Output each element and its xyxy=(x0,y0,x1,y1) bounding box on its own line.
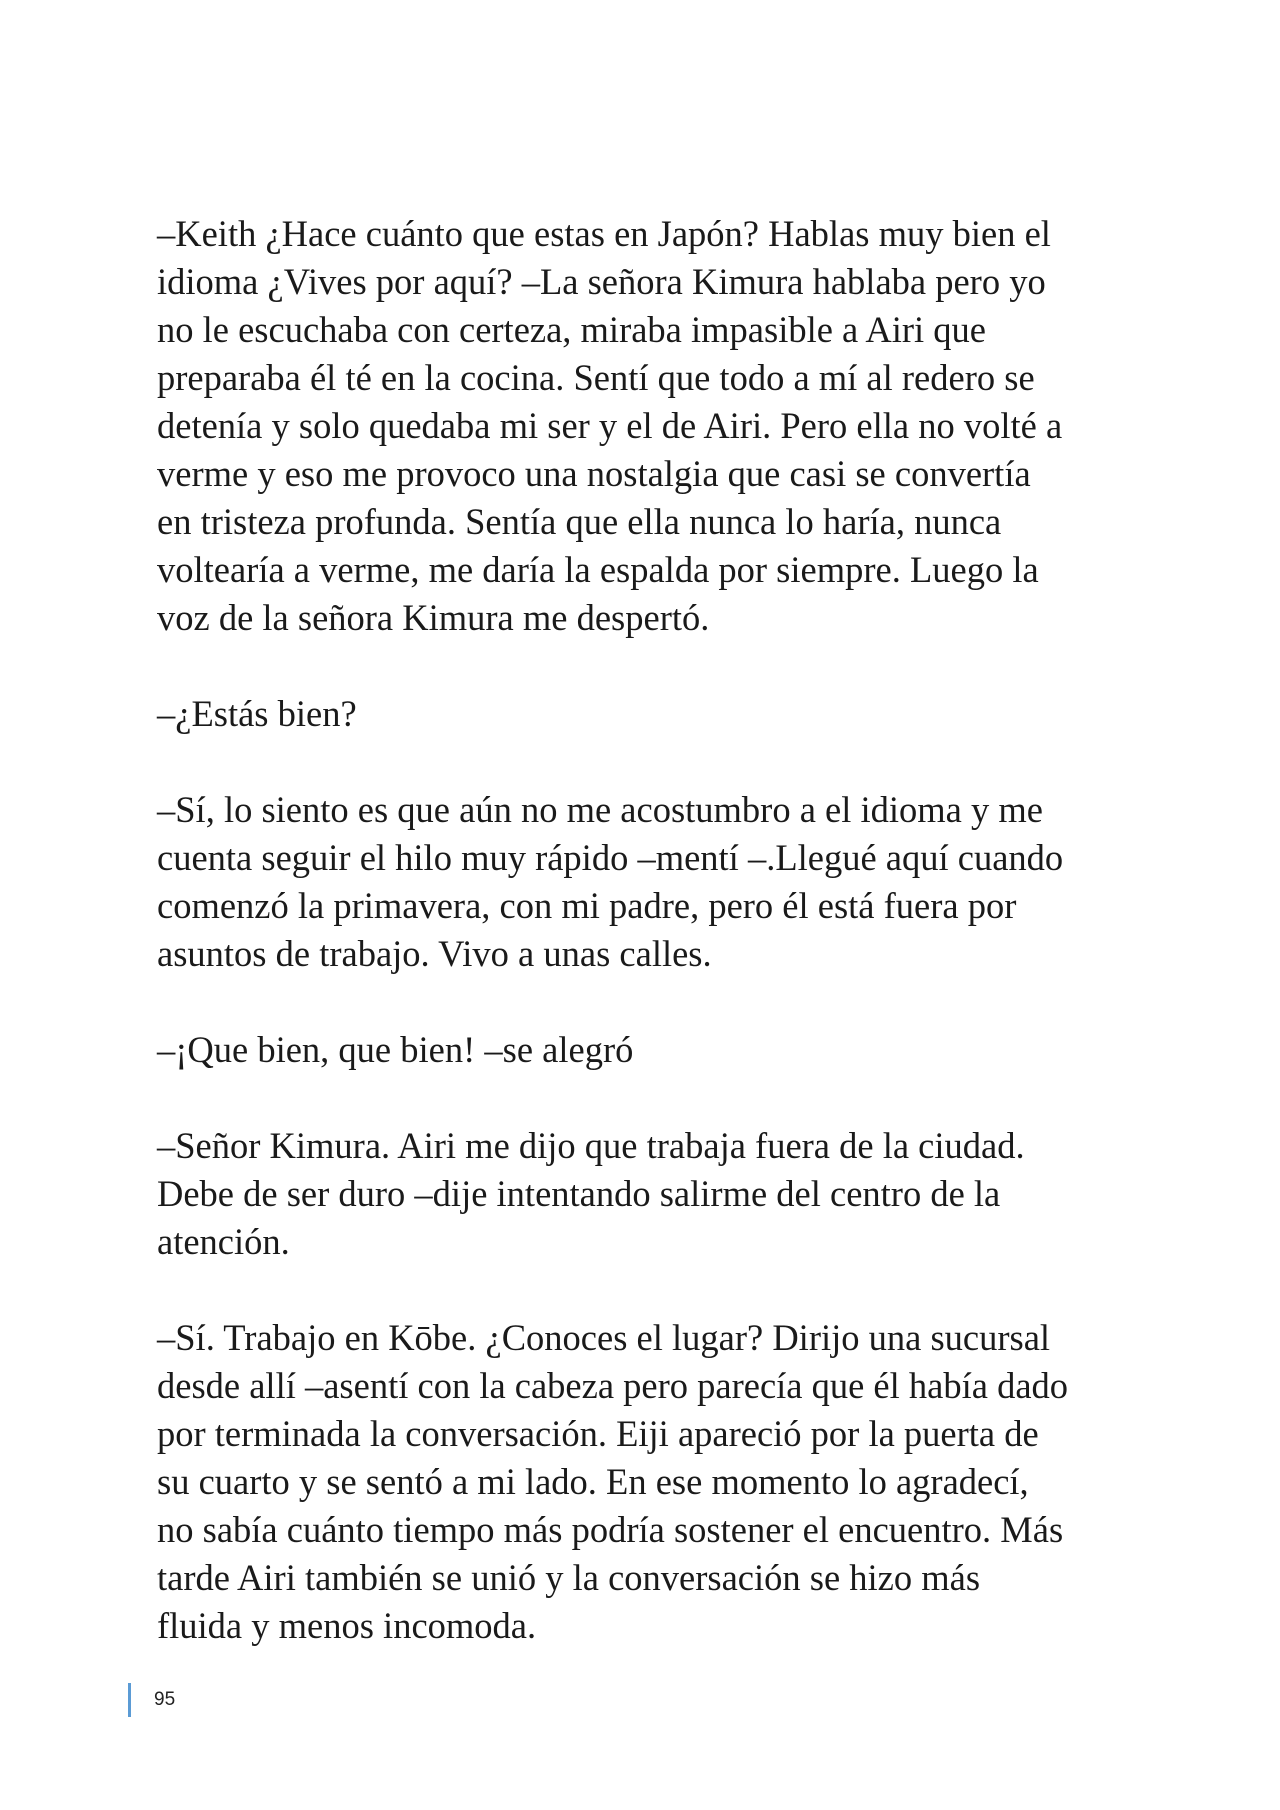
text-line: Debe de ser duro –dije intentando salirme del centro de la xyxy=(157,1173,1001,1214)
text-line: en tristeza profunda. Sentía que ella nunca lo haría, nunca xyxy=(157,501,1002,542)
text-line: atención. xyxy=(157,1221,290,1262)
text-line: tarde Airi también se unió y la conversación se hizo más xyxy=(157,1557,981,1598)
paragraph-5 xyxy=(157,1122,1137,1266)
paragraph-4 xyxy=(157,1026,1137,1074)
text-line: no le escuchaba con certeza, miraba impasible a Airi que xyxy=(157,309,986,350)
text-line: –Sí. Trabajo en Kōbe. ¿Conoces el lugar? Dirijo una sucursal xyxy=(157,1317,1051,1358)
page-number: 95 xyxy=(154,1689,176,1710)
text-line: comenzó la primavera, con mi padre, pero él está fuera por xyxy=(157,885,1017,926)
text-line: desde allí –asentí con la cabeza pero parecía que él había dado xyxy=(157,1365,1069,1406)
page-body xyxy=(157,210,1137,1698)
text-line: voltearía a verme, me daría la espalda por siempre. Luego la xyxy=(157,549,1039,590)
footer-accent-bar xyxy=(128,1683,131,1717)
page-footer xyxy=(128,1683,175,1717)
text-line: asuntos de trabajo. Vivo a unas calles. xyxy=(157,933,712,974)
text-line: –Señor Kimura. Airi me dijo que trabaja fuera de la ciudad. xyxy=(157,1125,1025,1166)
text-line: por terminada la conversación. Eiji apareció por la puerta de xyxy=(157,1413,1039,1454)
text-line: voz de la señora Kimura me despertó. xyxy=(157,597,710,638)
paragraph-1 xyxy=(157,210,1137,642)
text-line: preparaba él té en la cocina. Sentí que todo a mí al redero se xyxy=(157,357,1035,398)
text-line: fluida y menos incomoda. xyxy=(157,1605,537,1646)
text-line: su cuarto y se sentó a mi lado. En ese momento lo agradecí, xyxy=(157,1461,1029,1502)
text-line: –Keith ¿Hace cuánto que estas en Japón? Hablas muy bien el xyxy=(157,213,1051,254)
text-line: –Sí, lo siento es que aún no me acostumbro a el idioma y me xyxy=(157,789,1043,830)
paragraph-6 xyxy=(157,1314,1137,1650)
text-line: verme y eso me provoco una nostalgia que casi se convertía xyxy=(157,453,1031,494)
text-line: –¡Que bien, que bien! –se alegró xyxy=(157,1029,634,1070)
text-line: cuenta seguir el hilo muy rápido –mentí –.Llegué aquí cuando xyxy=(157,837,1064,878)
text-line: idioma ¿Vives por aquí? –La señora Kimura hablaba pero yo xyxy=(157,261,1046,302)
text-line: detenía y solo quedaba mi ser y el de Airi. Pero ella no volté a xyxy=(157,405,1063,446)
paragraph-2 xyxy=(157,690,1137,738)
text-line: –¿Estás bien? xyxy=(157,693,357,734)
paragraph-3 xyxy=(157,786,1137,978)
text-line: no sabía cuánto tiempo más podría sostener el encuentro. Más xyxy=(157,1509,1064,1550)
